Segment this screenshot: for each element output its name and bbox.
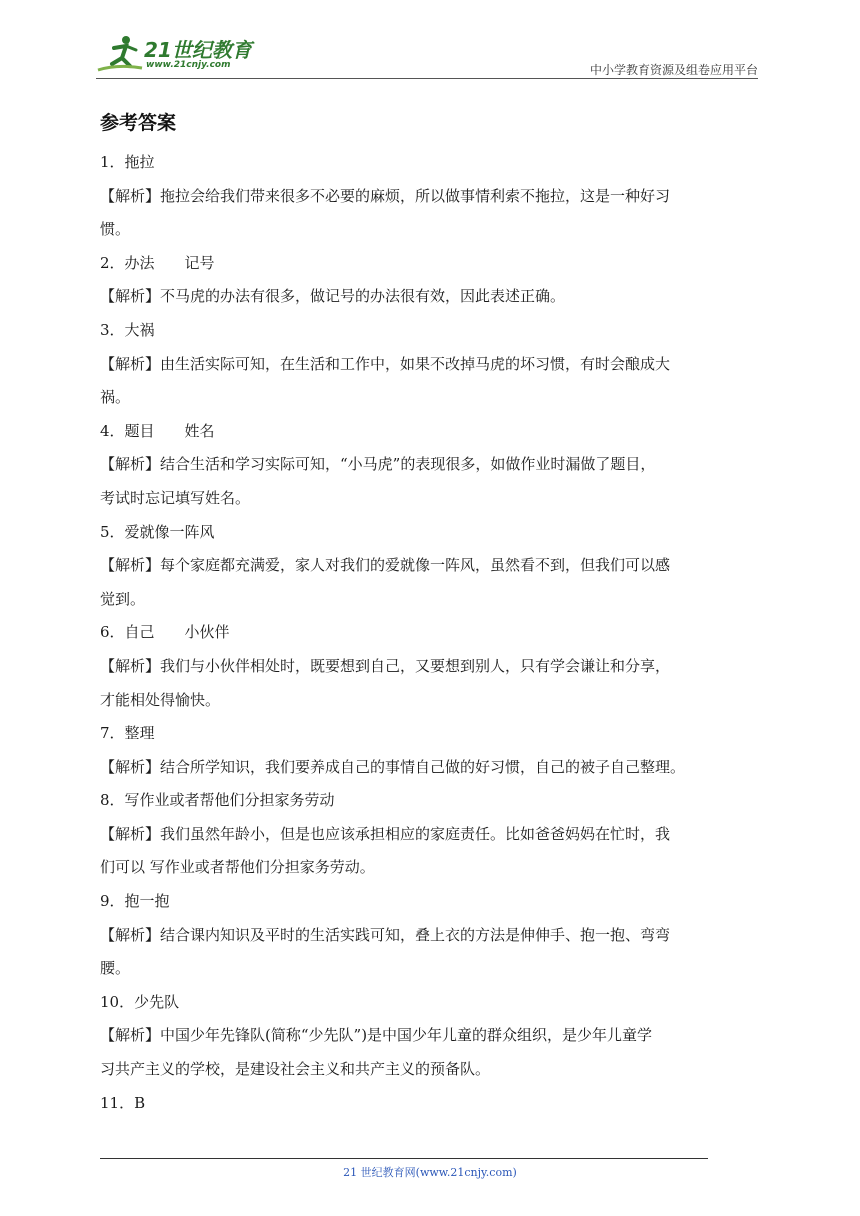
page-title: 参考答案 bbox=[100, 112, 177, 134]
answer-7: 7．整理 bbox=[100, 724, 155, 743]
analysis-8-line-2: 们可以 写作业或者帮他们分担家务劳动。 bbox=[100, 858, 375, 877]
analysis-1-line-2: 惯。 bbox=[100, 220, 131, 239]
answer-2-a: 2．办法 bbox=[100, 253, 155, 272]
answer-3: 3．大祸 bbox=[100, 320, 155, 339]
footer-divider bbox=[100, 1158, 708, 1159]
answer-11: 11．B bbox=[100, 1093, 146, 1112]
page-header bbox=[96, 30, 758, 78]
analysis-4-line-2: 考试时忘记填写姓名。 bbox=[100, 488, 251, 507]
answer-6 bbox=[100, 616, 760, 650]
analysis-10-line-1: 【解析】中国少年先锋队(简称“少先队”)是中国少年儿童的群众组织，是少年儿童学 bbox=[100, 1026, 653, 1045]
analysis-10-line-2: 习共产主义的学校，是建设社会主义和共产主义的预备队。 bbox=[100, 1060, 491, 1079]
analysis-8-line-1: 【解析】我们虽然年龄小，但是也应该承担相应的家庭责任。比如爸爸妈妈在忙时，我 bbox=[100, 824, 671, 843]
analysis-5-line-1: 【解析】每个家庭都充满爱，家人对我们的爱就像一阵风，虽然看不到，但我们可以感 bbox=[100, 556, 671, 575]
page-footer[interactable]: 21 世纪教育网(www.21cnjy.com) bbox=[343, 1166, 517, 1179]
answer-1: 1．拖拉 bbox=[100, 153, 155, 171]
site-logo[interactable] bbox=[96, 30, 266, 78]
answer-4-b: 姓名 bbox=[184, 421, 215, 440]
answer-10: 10．少先队 bbox=[100, 992, 180, 1011]
analysis-9-line-1: 【解析】结合课内知识及平时的生活实践可知，叠上衣的方法是伸伸手、抱一抱、弯弯 bbox=[100, 925, 671, 944]
logo-text: 21世纪教育 bbox=[144, 38, 252, 62]
analysis-3-line-1: 【解析】由生活实际可知，在生活和工作中，如果不改掉马虎的坏习惯，有时会酿成大 bbox=[100, 354, 671, 373]
analysis-9-line-2: 腰。 bbox=[100, 959, 131, 978]
analysis-1-line-1: 【解析】拖拉会给我们带来很多不必要的麻烦，所以做事情利索不拖拉，这是一种好习 bbox=[100, 186, 671, 205]
analysis-4-line-1: 【解析】结合生活和学习实际可知，“小马虎”的表现很多，如做作业时漏做了题目， bbox=[100, 455, 656, 474]
analysis-7-line-1: 【解析】结合所学知识，我们要养成自己的事情自己做的好习惯，自己的被子自己整理。 bbox=[100, 757, 686, 776]
platform-name: 中小学教育资源及组卷应用平台 bbox=[589, 63, 758, 77]
answer-list bbox=[100, 146, 760, 1120]
analysis-2-line-1: 【解析】不马虎的办法有很多，做记号的办法很有效，因此表述正确。 bbox=[100, 287, 566, 306]
answer-4 bbox=[100, 415, 760, 449]
analysis-3-line-2: 祸。 bbox=[100, 388, 131, 407]
answer-4-a: 4．题目 bbox=[100, 421, 155, 440]
answer-9: 9．抱一抱 bbox=[100, 892, 170, 911]
answer-6-b: 小伙伴 bbox=[184, 623, 230, 642]
header-divider bbox=[96, 78, 758, 79]
answer-2 bbox=[100, 247, 760, 281]
analysis-6-line-1: 【解析】我们与小伙伴相处时，既要想到自己，又要想到别人，只有学会谦让和分享， bbox=[100, 656, 671, 675]
analysis-6-line-2: 才能相处得愉快。 bbox=[100, 690, 221, 709]
answer-6-a: 6．自己 bbox=[100, 623, 155, 642]
answer-2-b: 记号 bbox=[184, 253, 215, 272]
answer-8: 8．写作业或者帮他们分担家务劳动 bbox=[100, 791, 335, 810]
runner-logo-icon bbox=[96, 34, 144, 74]
logo-url: www.21cnjy.com bbox=[146, 60, 231, 70]
answer-5: 5．爱就像一阵风 bbox=[100, 522, 215, 541]
analysis-5-line-2: 觉到。 bbox=[100, 589, 146, 608]
